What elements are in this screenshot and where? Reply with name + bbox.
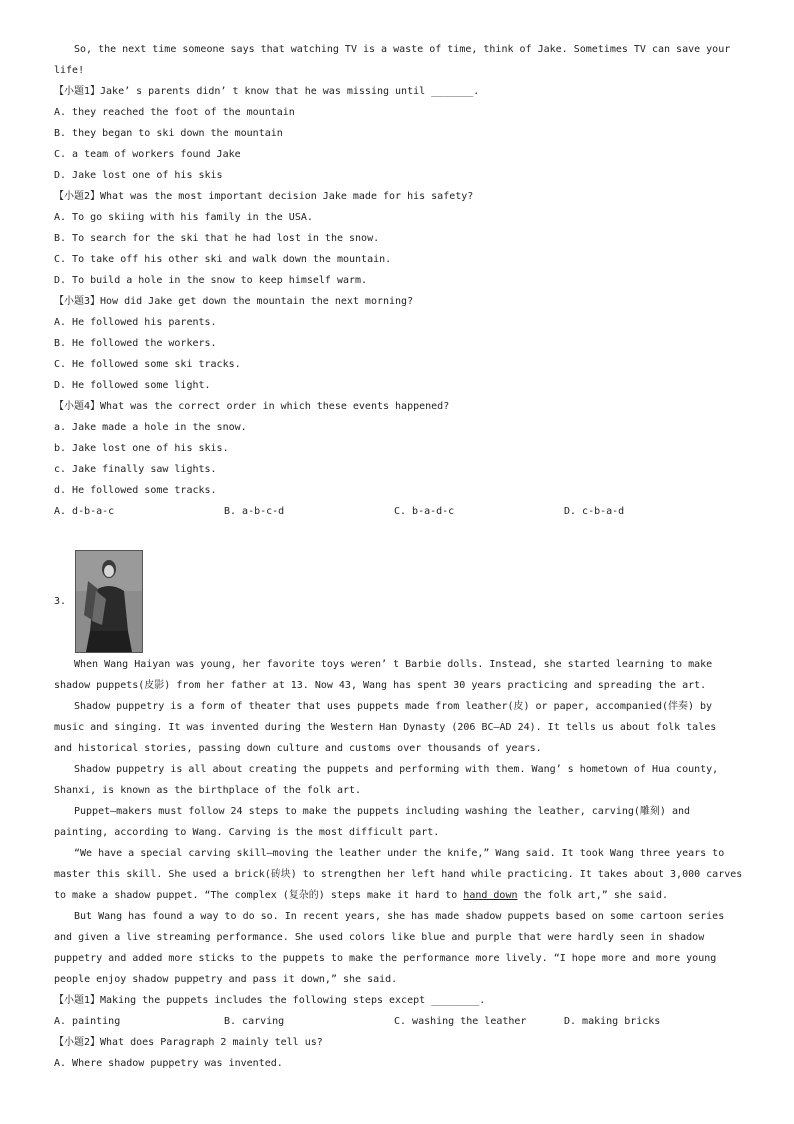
passage-text: and historical stories, passing down culture and customs over thousands of years. bbox=[54, 743, 542, 754]
passage-text: puppetry and added more sticks to the puppets to make the performance more lively. “I hope more and more young bbox=[54, 953, 717, 964]
option-d: D. He followed some light. bbox=[54, 380, 211, 391]
text-run: the folk art,” she said. bbox=[517, 890, 668, 901]
option-a: A. painting bbox=[54, 1016, 121, 1027]
passage-text: shadow puppets(皮影) from her father at 13. Now 43, Wang has spent 30 years practicing and spreading the art. bbox=[54, 680, 707, 691]
option-b: B. carving bbox=[224, 1016, 285, 1027]
option-a: A. He followed his parents. bbox=[54, 317, 217, 328]
question-stem: 【小题2】What does Paragraph 2 mainly tell us? bbox=[54, 1037, 323, 1048]
option-c: C. a team of workers found Jake bbox=[54, 149, 241, 160]
passage-text bbox=[54, 889, 668, 903]
question-number: 3. bbox=[54, 596, 67, 607]
option-c: C. To take off his other ski and walk down the mountain. bbox=[54, 254, 392, 265]
option-a: A. To go skiing with his family in the USA. bbox=[54, 212, 313, 223]
event-item: b. Jake lost one of his skis. bbox=[54, 443, 229, 454]
event-item: d. He followed some tracks. bbox=[54, 485, 217, 496]
passage-text: painting, according to Wang. Carving is the most difficult part. bbox=[54, 827, 440, 838]
passage-text: Shadow puppetry is a form of theater that uses puppets made from leather(皮) or paper, accompanied(伴奏) by bbox=[74, 701, 713, 712]
option-b: B. He followed the workers. bbox=[54, 338, 217, 349]
question-stem: 【小题1】Jake’ s parents didn’ t know that he was missing until _______. bbox=[54, 86, 480, 97]
question-stem: 【小题1】Making the puppets includes the following steps except ________. bbox=[54, 995, 486, 1006]
passage-text: life! bbox=[54, 65, 85, 76]
underlined-phrase: hand down bbox=[463, 890, 518, 901]
option-d: D. c-b-a-d bbox=[564, 506, 625, 517]
passage-text: people enjoy shadow puppetry and pass it down,” she said. bbox=[54, 974, 398, 985]
passage-text: Shadow puppetry is all about creating the puppets and performing with them. Wang’ s hometown of Hua county, bbox=[74, 764, 719, 775]
passage-text: “We have a special carving skill—moving the leather under the knife,” Wang said. It took Wang three years to bbox=[74, 848, 725, 859]
question-stem: 【小题2】What was the most important decision Jake made for his safety? bbox=[54, 191, 474, 202]
option-c: C. washing the leather bbox=[394, 1016, 527, 1027]
option-b: B. a-b-c-d bbox=[224, 506, 285, 517]
option-d: D. Jake lost one of his skis bbox=[54, 170, 223, 181]
question-stem: 【小题4】What was the correct order in which these events happened? bbox=[54, 401, 450, 412]
photo-image bbox=[76, 551, 142, 652]
option-b: B. To search for the ski that he had lost in the snow. bbox=[54, 233, 380, 244]
option-a: A. they reached the foot of the mountain bbox=[54, 107, 295, 118]
passage-text: music and singing. It was invented during the Western Han Dynasty (206 BC—AD 24). It tells us about folk tales bbox=[54, 722, 717, 733]
option-a: A. d-b-a-c bbox=[54, 506, 115, 517]
passage-text: Shanxi, is known as the birthplace of the folk art. bbox=[54, 785, 362, 796]
passage-text: Puppet—makers must follow 24 steps to make the puppets including washing the leather, carving(雕刻) and bbox=[74, 806, 691, 817]
passage-text: But Wang has found a way to do so. In recent years, she has made shadow puppets based on some cartoon series bbox=[74, 911, 725, 922]
option-d: D. To build a hole in the snow to keep himself warm. bbox=[54, 275, 368, 286]
option-c: C. He followed some ski tracks. bbox=[54, 359, 241, 370]
text-run: to make a shadow puppet. “The complex (复杂的) steps make it hard to bbox=[54, 890, 464, 901]
option-a: A. Where shadow puppetry was invented. bbox=[54, 1058, 283, 1069]
passage-text: When Wang Haiyan was young, her favorite toys weren’ t Barbie dolls. Instead, she started learning to make bbox=[74, 659, 713, 670]
question-stem: 【小题3】How did Jake get down the mountain the next morning? bbox=[54, 296, 414, 307]
option-d: D. making bricks bbox=[564, 1016, 661, 1027]
option-c: C. b-a-d-c bbox=[394, 506, 455, 517]
photo-wang-haiyan bbox=[75, 550, 143, 653]
passage-text: and given a live streaming performance. She used colors like blue and purple that were hardly seen in shadow bbox=[54, 932, 705, 943]
event-item: a. Jake made a hole in the snow. bbox=[54, 422, 247, 433]
option-b: B. they began to ski down the mountain bbox=[54, 128, 283, 139]
passage-text: So, the next time someone says that watching TV is a waste of time, think of Jake. Sometimes TV can save your bbox=[74, 44, 731, 55]
event-item: c. Jake finally saw lights. bbox=[54, 464, 217, 475]
passage-text: master this skill. She used a brick(砖块) to strengthen her left hand while practicing. It takes about 3,000 carves bbox=[54, 869, 743, 880]
